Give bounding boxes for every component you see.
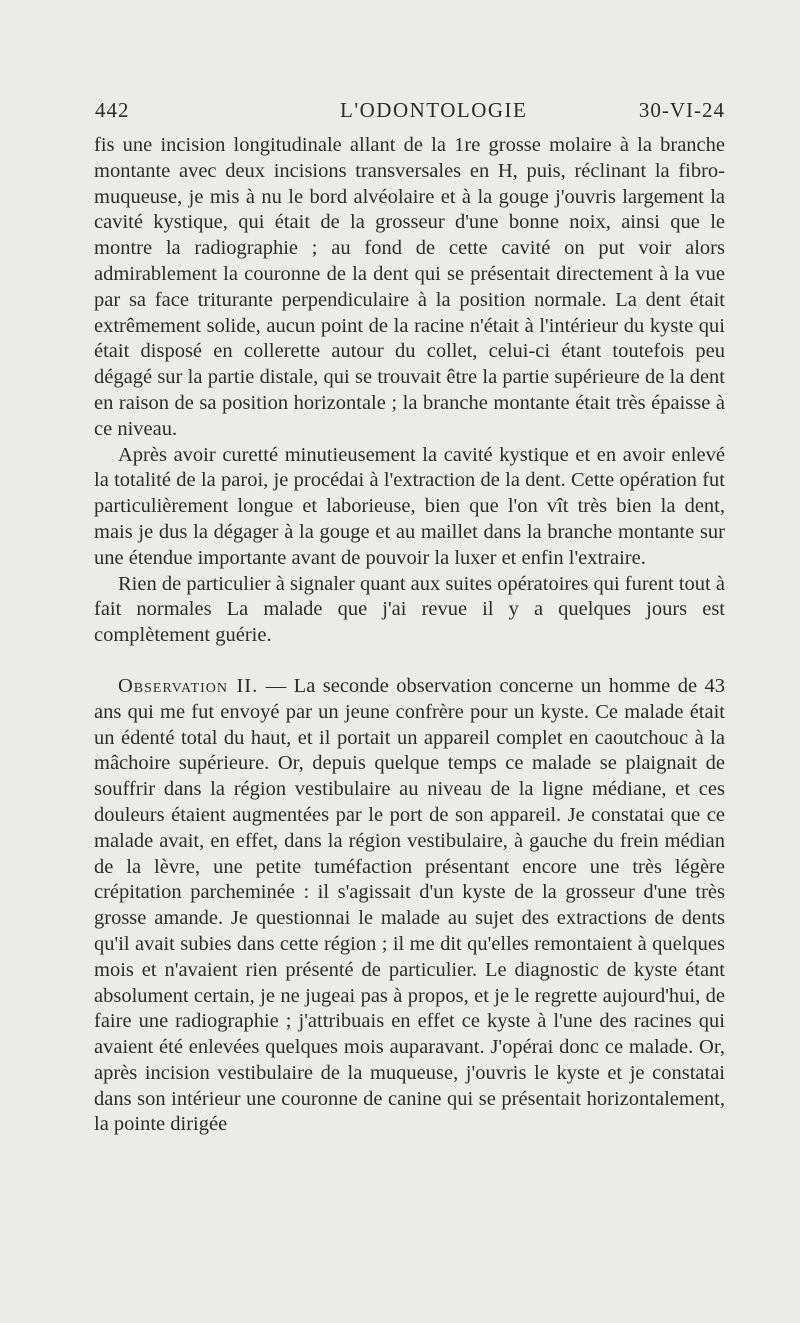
journal-title: L'ODONTOLOGIE	[340, 98, 528, 122]
observation-label: Observation II.	[118, 674, 259, 697]
observation-text: — La seconde observation concerne un homme de 43 ans qui me fut envoyé par un jeune confrère pour un kyste. Ce malade était un édenté total du haut, et il portait un appareil complet en caoutchouc à la mâchoire supérieure. Or, depuis quelque temps ce malade se plaignait de souffrir dans la région vestibulaire au niveau de la ligne médiane, et ces douleurs étaient augmentées par le port de son appareil. Je constatai que ce malade avait, en effet, dans la région vestibulaire, à gauche du frein médian de la lèvre, une petite tuméfaction présentant encore une très légère crépitation parcheminée : il s'agissait d'un kyste de la grosseur d'une très grosse amande. Je questionnai le malade au sujet des extractions de dents qu'il avait subies dans cette région ; il me dit qu'elles remontaient à quelques mois et n'avaient rien présenté de particulier. Le diagnostic de kyste étant absolument certain, je ne jugeai pas à propos, et je le regrette aujourd'hui, de faire une radiographie ; j'attribuais en effet ce kyste à l'une des racines qui avaient été enlevées quelques mois auparavant. J'opérai donc ce malade. Or, après incision vestibulaire de la muqueuse, j'ouvris le kyste et je constatai dans son intérieur une couronne de canine qui se présentait horizontalement, la pointe dirigée	[94, 674, 725, 1136]
running-header	[95, 98, 725, 128]
page-number: 442	[95, 98, 130, 122]
paragraph: Après avoir curetté minutieusement la cavité kystique et en avoir enlevé la totalité de la paroi, je procédai à l'extraction de la dent. Cette opération fut particulièrement longue et laborieuse, bien que l'on vît très bien la dent, mais je dus la dégager à la gouge et au maillet dans la branche montante sur une étendue importante avant de pouvoir la luxer et enfin l'extraire.	[94, 443, 725, 569]
body-text	[94, 133, 725, 1138]
paragraph: fis une incision longitudinale allant de la 1re grosse molaire à la branche montante avec deux incisions transversales en H, puis, réclinant la fibro-muqueuse, je mis à nu le bord alvéolaire et à la gouge j'ouvris largement la cavité kystique, qui était de la grosseur d'une bonne noix, ainsi que le montre la radiographie ; au fond de cette cavité on put voir alors admirablement la couronne de la dent qui se présentait directement à la vue par sa face triturante perpendiculaire à la position normale. La dent était extrêmement solide, aucun point de la racine n'était à l'intérieur du kyste qui était disposé en collerette autour du collet, celui-ci étant toutefois peu dégagé sur la partie distale, qui se trouvait être la partie supérieure de la dent en raison de sa position horizontale ; la branche montante était très épaisse à ce niveau.	[94, 134, 725, 440]
paragraph: Rien de particulier à signaler quant aux suites opératoires qui furent tout à fait normales La malade que j'ai revue il y a quelques jours est complètement guérie.	[94, 572, 725, 647]
issue-date: 30-VI-24	[638, 98, 725, 122]
observation-paragraph	[94, 674, 725, 1138]
